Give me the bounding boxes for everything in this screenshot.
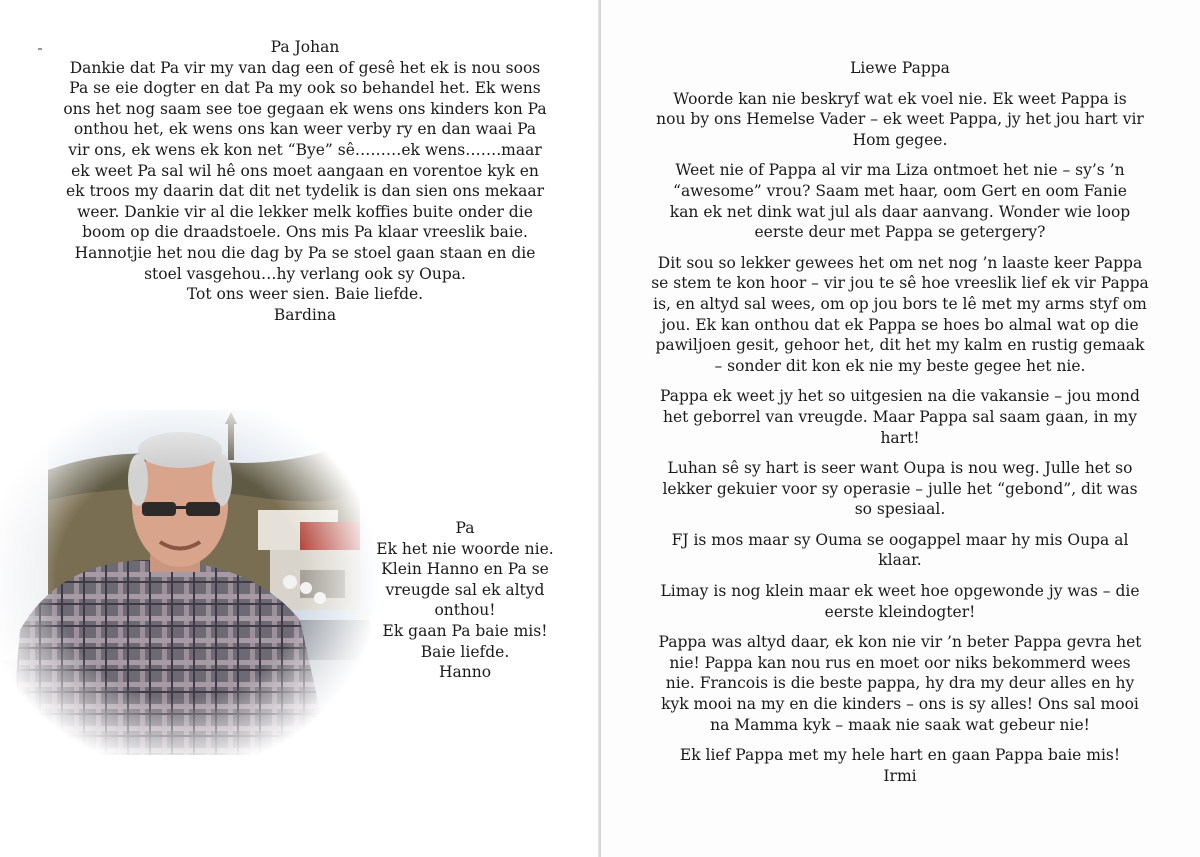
letter-line: Pa se eie dogter en dat Pa my ook so behandel het. Ek wens: [69, 79, 541, 98]
letter-line: Pappa was altyd daar, ek kon nie vir ’n beter Pappa gevra het: [658, 633, 1142, 652]
letter-line: is, en altyd sal wees, om op jou bors te lê met my arms styf om: [653, 294, 1147, 313]
letter-hanno: [360, 518, 570, 683]
letter-signature: Hanno: [438, 663, 492, 682]
letter-line: onthou!: [434, 601, 496, 620]
letter-line: jou. Ek kan onthou dat ek Pappa se hoes bo almal wat op die: [661, 315, 1139, 334]
letter-paragraph: [630, 632, 1170, 735]
letter-line: nou by ons Hemelse Vader – ek weet Pappa, jy het jou hart vir: [656, 110, 1144, 129]
letter-line: eerste deur met Pappa se getergery?: [754, 223, 1046, 242]
letter-line: Dankie dat Pa vir my van dag een of gesê het ek is nou soos: [69, 58, 541, 77]
letter-line: vir ons, ek wens ek kon net “Bye” sê………ek wens…….maar: [68, 140, 542, 159]
letter-line: weer. Dankie vir al die lekker melk koffies buite onder die: [77, 202, 533, 221]
letter-line: het geborrel van vreugde. Maar Pappa sal saam gaan, in my: [662, 407, 1137, 426]
letter-line: kyk mooi na my en die kinders – ons is sy alles! Ons sal mooi: [661, 695, 1139, 714]
letter-line: pawiljoen gesit, gehoor het, dit het my kalm en rustig gemaak: [655, 336, 1145, 355]
letter-paragraph: [630, 581, 1170, 622]
letter-line: Hom gegee.: [852, 130, 948, 149]
letter-line: se stem te kon hoor – vir jou te sê hoe vreeslik lief ek vir Pappa: [651, 274, 1149, 293]
letter-paragraph: [630, 745, 1170, 786]
letter-line: vreugde sal ek altyd: [385, 580, 545, 599]
memorial-photo-drawing: [0, 410, 400, 755]
letter-line: boom op die draadstoele. Ons mis Pa klaar vreeslik baie.: [82, 223, 528, 242]
letter-line: “awesome” vrou? Saam met haar, oom Gert en oom Fanie: [673, 181, 1127, 200]
letter-line: Baie liefde.: [420, 642, 510, 661]
letter-line: Hannotjie het nou die dag by Pa se stoel gaan staan en die: [74, 243, 536, 262]
letter-line: nie. Francois is die beste pappa, hy dra my deur alles en hy: [665, 674, 1135, 693]
letter-line: stoel vasgehou…hy verlang ook sy Oupa.: [144, 264, 466, 283]
letter-line: onthou het, ek wens ons kan weer verby ry en dan waai Pa: [73, 120, 537, 139]
letter-line: ek weet Pa sal wil hê ons moet aangaan en vorentoe kyk en: [71, 161, 539, 180]
letter-line: klaar.: [878, 551, 922, 570]
letter-line: hart!: [880, 428, 920, 447]
letter-line: Limay is nog klein maar ek weet hoe opgewonde jy was – die: [660, 582, 1140, 601]
letter-salutation: Pa: [455, 519, 475, 537]
letter-line: Tot ons weer sien. Baie liefde.: [186, 285, 424, 304]
memorial-photo: [0, 410, 400, 755]
letter-paragraph: [630, 253, 1170, 377]
letter-signature: Irmi: [883, 766, 917, 785]
letter-line: ons het nog saam see toe gegaan ek wens ons kinders kon Pa: [63, 99, 547, 118]
letter-line: ek troos my daarin dat dit net tydelik is dan sien ons mekaar: [66, 182, 544, 201]
letter-paragraph: [630, 160, 1170, 242]
letter-bardina: [40, 37, 570, 325]
letter-line: Ek gaan Pa baie mis!: [382, 621, 548, 640]
letter-line: Ek het nie woorde nie.: [376, 539, 554, 558]
letter-paragraph: [630, 458, 1170, 520]
letter-salutation: Pa Johan: [270, 38, 340, 56]
letter-line: Luhan sê sy hart is seer want Oupa is nou weg. Julle het so: [667, 459, 1133, 478]
letter-paragraph: [630, 530, 1170, 571]
letter-paragraph: [630, 89, 1170, 151]
letter-line: lekker gekuier voor sy operasie – julle het “gebond”, dit was: [662, 479, 1138, 498]
letter-line: Woorde kan nie beskryf wat ek voel nie. Ek weet Pappa is: [673, 89, 1127, 108]
letter-line: nie! Pappa kan nou rus en moet oor niks bekommerd wees: [669, 653, 1131, 672]
letter-line: Dit sou so lekker gewees het om net nog ’n laaste keer Pappa: [657, 253, 1143, 272]
letter-salutation: Liewe Pappa: [850, 59, 950, 77]
letter-line: Pappa ek weet jy het so uitgesien na die vakansie – jou mond: [660, 387, 1140, 406]
letter-irmi: [630, 58, 1170, 786]
letter-line: na Mamma kyk – maak nie saak wat gebeur nie!: [710, 715, 1090, 734]
letter-line: – sonder dit kon ek nie my beste gegee het nie.: [714, 356, 1086, 375]
letter-signature: Bardina: [273, 305, 337, 324]
letter-line: Weet nie of Pappa al vir ma Liza ontmoet het nie – sy’s ’n: [675, 161, 1125, 180]
letter-line: Klein Hanno en Pa se: [381, 560, 549, 579]
letter-paragraph: [630, 386, 1170, 448]
letter-line: so spesiaal.: [854, 500, 946, 519]
letter-line: kan ek net dink wat jul als daar aanvang. Wonder wie loop: [669, 202, 1131, 221]
letter-line: eerste kleindogter!: [824, 602, 976, 621]
letter-line: FJ is mos maar sy Ouma se oogappel maar hy mis Oupa al: [671, 530, 1129, 549]
letter-line: Ek lief Pappa met my hele hart en gaan Pappa baie mis!: [679, 746, 1121, 765]
